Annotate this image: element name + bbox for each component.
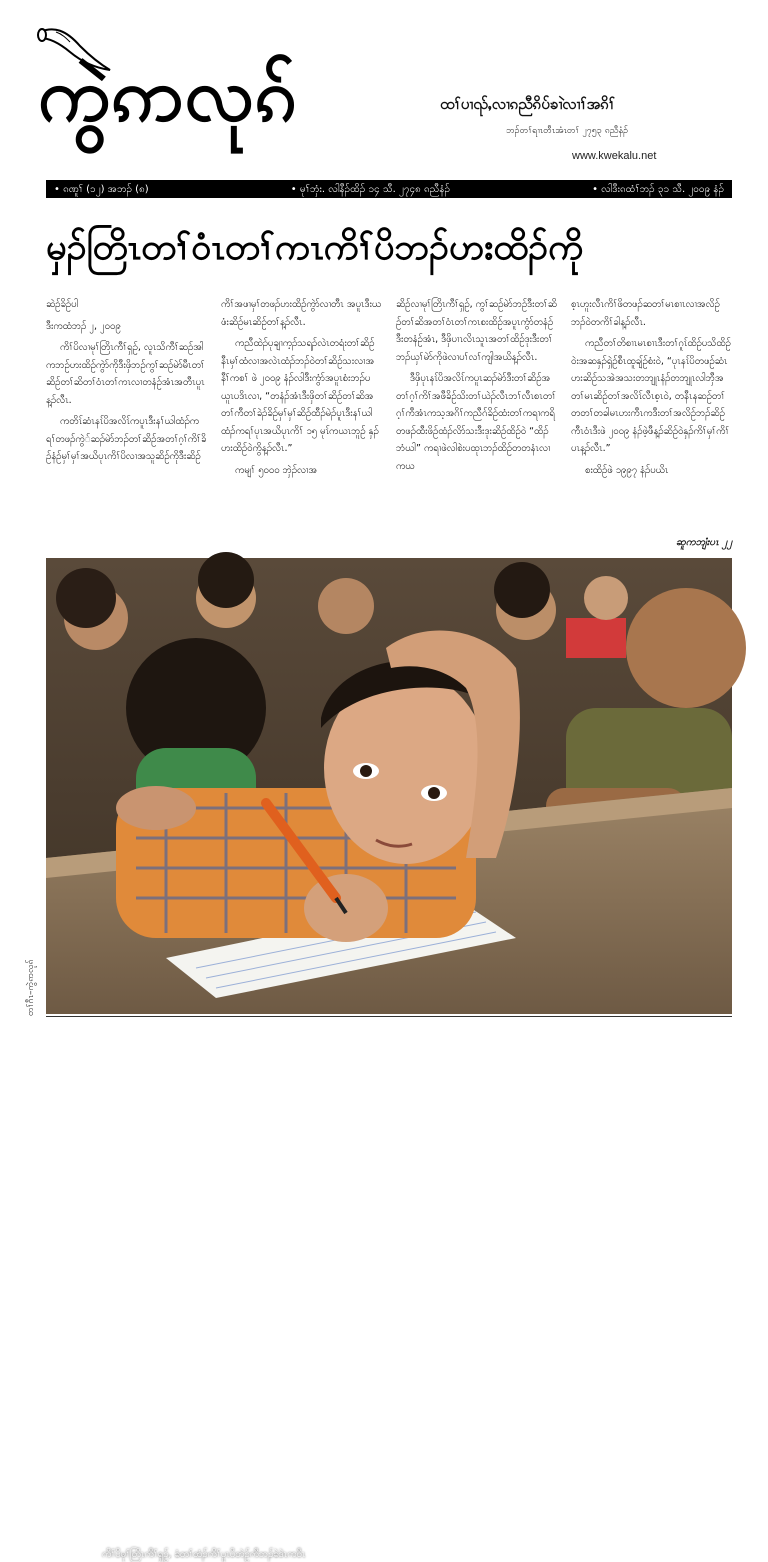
paragraph: ကိၢ်ပိလၢမုၢ်တြိၤကီၢ်ရှဉ်, လူၤသိကီၢ်ဆဉ်အါကဘဉ်ဟးထိဉ်ကွဲာ်ကိုဒီးဖှိဘဉ်ကွၢ်ဆဉ်မဲာ်မီၤတၢ်ဆိဉ်တၢ်ဆိတၢ်ဝံၤတၢ်ကၤလၢတနံဉ်အံၤအတီၤပူၤန့ၣ်လီၤ. xyxy=(46,342,205,406)
photo-credit: တၢ်ဂီၤ–ကွဲၵာလုၵ် xyxy=(26,959,36,1016)
newspaper-logo: ကွဲၵာလုၵ် xyxy=(38,52,298,138)
paragraph: ကမျၢ် ၅၀၀၀ ဘှဲၣ်လၢအ xyxy=(235,464,318,476)
continued-on-page: ဆူကဘျံးပၤ ၂၂ xyxy=(676,537,732,548)
article-column-3 xyxy=(396,296,557,548)
paragraph: ကညီတၢ်တိစၢၤမၤစၢၤဒီးတၢ်ဂူၤ်ထိဉ်ပသိထိဉ်ဝဲးအဆနှၣ်ရှဲဉ်စီၤထူချ်ဉ်စံးဝဲ, “ပုၤနၤ်ပိတဖဉ်ဆံၤဟးဆိဉ်သအဲအသးတဘျုၤနံၣ်တဘျုၤလါဘှီအတၢ်မၤဆိဉ်တၢ်အလိၤ်လီၤစ့ၤဝဲ, တနီၤနဆဉ်တၢ်တတၢ်တခါမၤဟးကီၤကဒီးတၢ်အလိဉ်ဘၣ်ဆိဉ်ကီၤဝံၤဒီးဖဲ ၂၀၀၉ နံၣ်ဖဲ့ဖီန့ၣ်ဆိဉ်ဝဲနှၣ်ကိၢ်မှၢ်ကိၢ်ပၤန့ၣ်လီၤ.” xyxy=(571,338,731,454)
masthead xyxy=(0,0,768,178)
dateline-date: ဒီးကထံဘၣ် ၂, ၂၀၀၉ xyxy=(46,320,121,332)
classroom-photo-illustration xyxy=(46,558,732,1014)
article-column-1 xyxy=(46,296,207,548)
masthead-subtitle: ထၢ်ပၢၺ်ႇလၢၵညီၵိပ်ၶၢဲလၢၢ်အၵိၢ် xyxy=(440,95,616,113)
article-column-2 xyxy=(221,296,382,548)
classroom-photo xyxy=(46,558,732,1560)
issue-number: • ၵဏူၢ် (၁၂) အဘၣ် (၈) xyxy=(54,183,149,195)
issue-info-bar xyxy=(46,180,732,198)
headline: မှၣ်တြိၤတၢ်ဝံၤတၢ်ကၤကိၢ်ပိဘၣ်ဟးထိၣ်ကို xyxy=(46,227,584,268)
paragraph: ကညီထဲၣ်ပုချၢက့ၣ်သရၣ်လဲၤတရံးတၢ်ဆိဉ်နီၤမှၢ်ထံလၢအလဲၤထံၣ်ဘၣ်ဝဲတၢ်ဆိဉ်သးလၢအနီၢ်ကစၢ် ဖဲ ၂၀၀၉ နံၣ်လါဒီးကွံာ်အပူၤစံးဘၣ်ပယူၤပဒိၤလၢ, “တနံၣ်အံၤဒီးဖှိတၢ်ဆိဉ်တၢ်ဆိအတၢ်ကီတၢ်ခဲၣ်ခိဉ်မှၢ်မှၢ်ဆိဉ်ထီၣ်မဲၣ်ပူၤဒီးနၢ်ယါထံၣ်ကရၢ်ပုၤအယိပုၤကိၢ် ၁၅ မုၤ်ကယၤဘူဉ် နှၣ်ဟးထိဉ်ဝဲကွိန့ၣ်လီၤ.” xyxy=(221,338,379,454)
article-column-4 xyxy=(571,296,732,548)
paragraph: ဒီဖှိပုၤနၤ်ပိအလိၤ်ကပူၤဆၣ်မဲာ်ဒီးတၢ်ဆိဉ်အတၢ်ဂ့ၢ်ကိၢ်အဖီခိဉ်သိးတၢ်ယဲၣ်လီၤဘၢ်လီၤစၤတၢ်ဂ့ၢ်ကီအံၤကသ့အဂိၢ်ကညီဂ်ခိဉ်ထံးတၢ်ကရၢကရိတဖၣ်ထီးဖိဉ်ထံၣ်လိာ်သးဒီးဒုးဆိဉ်ထိဉ်ဝဲ “ထိၣ်ဘံယါ” ကရၢဖဲလါစဲးပထုၤဘၣ်ထိဉ်တတနံၤလၢကယ xyxy=(396,373,557,472)
paragraph: စ့ၤဟူးလီၤကိၢ်ဖိတဖၣ်ဆတၢ်မၤစၢၤလၢအလိဉ်ဘၣ်ဝဲတကိၢ်ခါန့ၣ်လီၤ. xyxy=(571,299,720,328)
masthead-subline: ဘၣ်တၢ်ရၢၤတီၤအံၤတၢ် ၂၇၅၃ ၵညီနံၣ် xyxy=(506,126,629,136)
article-body xyxy=(46,296,732,548)
photo-caption: ကိၢ်ပိမုၢ်တြိၤကီၢ်ရှဉ်, ခံတၢ်ထံၣ်ကိၢ်ပူၤပိတဲဉ်ကီဘၣ်ခဲဒဲၤကဝီၤ xyxy=(102,1549,306,1560)
paragraph: ကတိၤ်ဆံၤနၤ်ပိအလိၤ်ကပူၤဒီးနၢ်ယါထံၣ်ကရၢ်တဖၣ်ကွဲ်ဆၣ်မဲာ်ဘၣ်တၢ်ဆိဉ်အတၢ်ဂ့ၢ်ကိၢ်ခိဉ်နံဉ်မှၢ်မှၢ်အယိပုၤကိၢ်ပိလၢအသူဆိဉ်ကိုဒီးဆိဉ် xyxy=(46,416,207,462)
karen-date: • မုၢ်ဘှံး. လါနီၣ်ထိၣ် ၁၄ သီ. ၂၇၄၈ ၵညီနံၣ် xyxy=(290,183,451,195)
website-url[interactable]: www.kwekalu.net xyxy=(572,150,657,162)
western-date: • လါဒီးၵထံၢ်ဘၣ် ၃၁ သီ. ၂၀၀၉ နံၣ် xyxy=(592,183,724,195)
paragraph: ကိၢ်အဖၢမှၢ်တဖၣ်ဟးထိဉ်ကွဲာ်လၢတီၤ အပူၤဒီးယဖံးဆိဉ်မၤဆိဉ်တၢ်န့ၣ်လီၤ. xyxy=(221,299,382,328)
paragraph: စးထိဉ်ဖဲ ၁၉၉၇ နံၣ်ပယိၤ xyxy=(585,464,669,476)
bottom-rule xyxy=(46,1016,732,1017)
dateline-place: ဆဲဉ်ခိဉ်ပါ xyxy=(46,299,79,310)
paragraph: ဆိဉ်လၢမုၢ်တြိၤကီၢ်ရှဉ်, ကွၢ်ဆဉ်မဲာ်ဘဉ်ဒီးတၢ်ဆိဉ်တၢ်ဆိအတၢ်ဝံၤတၢ်ကၤစးထိဉ်အပူၤကွံာ်တနံဉ်ဒီးတနံဉ်အံၤ, ဒီဖှိပၢၤလိၤသူၤအတၢ်ထိဉ်ဒုးဒီးတၢ်ဘၣ်ယှၢ်မဲာ်ကိုဖဲလၢပၢ်လၢ်ကျါအယိန့ၣ်လီၤ. xyxy=(396,299,557,363)
